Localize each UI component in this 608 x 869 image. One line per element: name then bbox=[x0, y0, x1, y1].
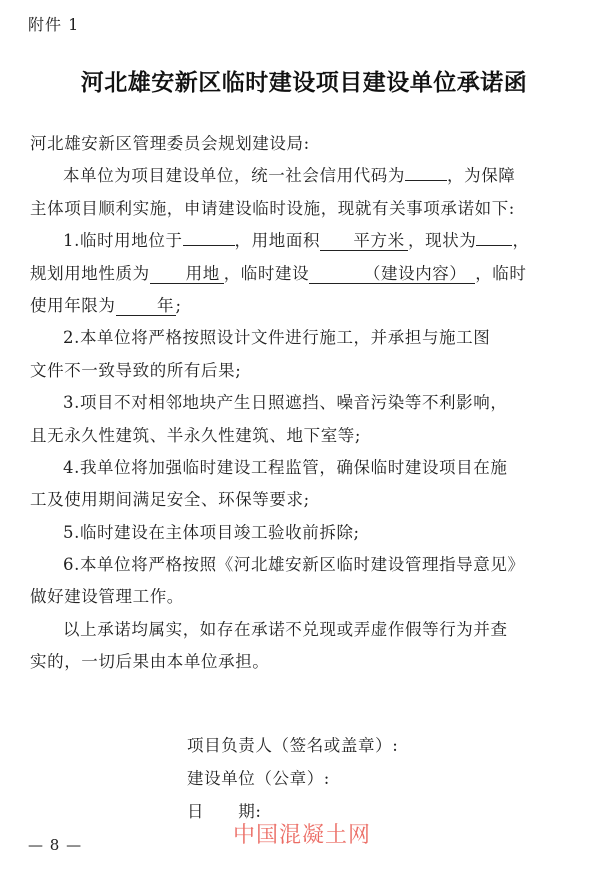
item5-line-1: 5.临时建设在主体项目竣工验收前拆除; bbox=[63, 522, 360, 542]
signature-date: 日 期: bbox=[187, 802, 262, 821]
item4-line-2: 工及使用期间满足安全、环保等要求; bbox=[30, 490, 310, 510]
current-status-blank bbox=[476, 225, 512, 246]
item6-line-1: 6.本单位将严格按照《河北雄安新区临时建设管理指导意见》 bbox=[63, 555, 525, 575]
watermark: 中国混凝土网 bbox=[233, 823, 372, 848]
item1-text: ， bbox=[512, 231, 530, 251]
credit-code-blank bbox=[405, 160, 447, 181]
area-blank bbox=[320, 230, 408, 251]
land-use-suffix: 用地 bbox=[185, 263, 220, 283]
item1-line-2 bbox=[30, 258, 585, 290]
page-number: — 8 — bbox=[28, 836, 83, 854]
closing-line-1: 以上承诺均属实，如存在承诺不兑现或弄虚作假等行为并查 bbox=[63, 619, 508, 639]
signature-responsible-person: 项目负责人（签名或盖章）: bbox=[187, 736, 399, 755]
addressee: 河北雄安新区管理委员会规划建设局: bbox=[30, 134, 310, 153]
intro-line-2: 主体项目顺利实施，申请建设临时设施，现就有关事项承诺如下: bbox=[30, 198, 515, 218]
area-unit: 平方米 bbox=[353, 231, 405, 251]
item1-text: ，临时 bbox=[475, 263, 527, 283]
item2-line-1: 2.本单位将严格按照设计文件进行施工，并承担与施工图 bbox=[63, 328, 491, 348]
item1-text: 规划用地性质为 bbox=[30, 263, 150, 283]
item4-line-1: 4.我单位将加强临时建设工程监管，确保临时建设项目在施 bbox=[63, 457, 508, 477]
item3-line-1: 3.项目不对相邻地块产生日照遮挡、噪音污染等不利影响， bbox=[63, 393, 508, 413]
item1-text: ，用地面积 bbox=[234, 231, 321, 251]
location-blank bbox=[183, 225, 235, 246]
intro-text: ，为保障 bbox=[447, 166, 516, 186]
document-title: 河北雄安新区临时建设项目建设单位承诺函 bbox=[80, 70, 528, 96]
intro-line-1 bbox=[30, 160, 585, 192]
attachment-label: 附件 1 bbox=[28, 15, 80, 34]
item1-line-3 bbox=[30, 290, 585, 322]
item1-text: 使用年限为 bbox=[30, 295, 116, 315]
closing-line-2: 实的，一切后果由本单位承担。 bbox=[30, 652, 270, 672]
item2-line-2: 文件不一致导致的所有后果; bbox=[30, 360, 242, 380]
year-unit: 年 bbox=[156, 295, 175, 315]
item1-text: ，现状为 bbox=[408, 231, 477, 251]
construction-content: （建设内容） bbox=[363, 263, 467, 283]
intro-text: 本单位为项目建设单位，统一社会信用代码为 bbox=[63, 166, 405, 186]
item1-line-1 bbox=[30, 225, 585, 257]
construction-content-blank bbox=[309, 263, 475, 284]
letter-body bbox=[30, 128, 585, 679]
item1-text: 1.临时用地位于 bbox=[63, 231, 183, 251]
land-use-blank bbox=[150, 263, 224, 284]
signature-unit: 建设单位（公章）: bbox=[187, 769, 330, 788]
years-blank bbox=[116, 295, 176, 316]
item1-text: ，临时建设 bbox=[223, 263, 310, 283]
item1-text: ; bbox=[175, 295, 182, 315]
item6-line-2: 做好建设管理工作。 bbox=[30, 587, 184, 607]
item3-line-2: 且无永久性建筑、半永久性建筑、地下室等; bbox=[30, 425, 362, 445]
